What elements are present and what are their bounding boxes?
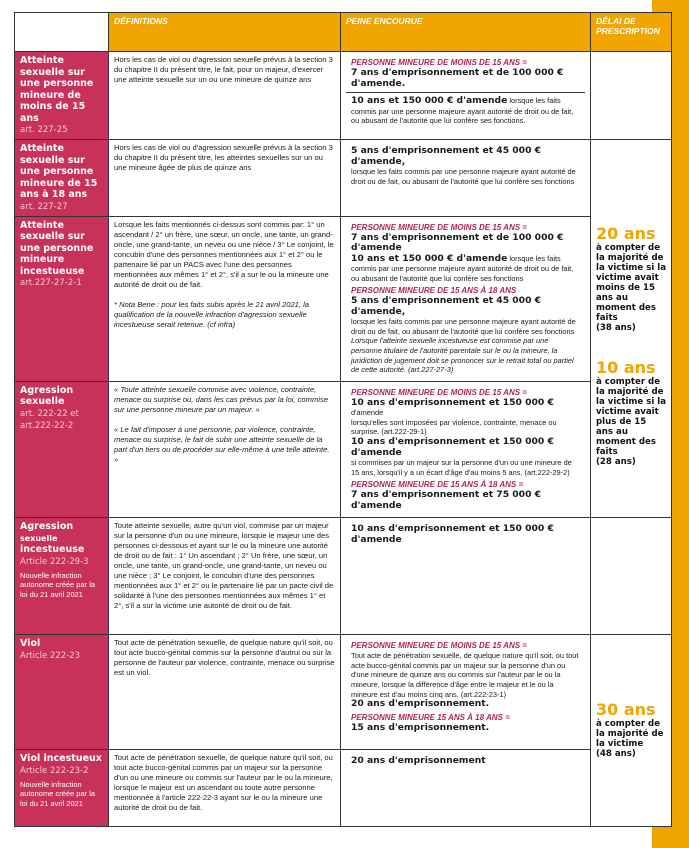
delai-cell <box>591 518 672 635</box>
prescription-years: 10 ans <box>596 358 656 377</box>
penalty: 10 ans d'emprisonnement et 150 000 € <box>351 396 554 408</box>
penalty: 20 ans d'emprisonnement. <box>351 698 490 710</box>
offence-title-line: Agression <box>20 521 74 533</box>
victim-category: PERSONNE MINEURE DE MOINS DE 15 ANS = <box>351 58 527 67</box>
prescription-total: (28 ans) <box>596 457 636 467</box>
offence-article: Article 222-29-3 <box>20 556 89 567</box>
penalty: 10 ans d'emprisonnement et 150 000 € d'amende <box>351 523 554 545</box>
offence-note: Nouvelle infraction autonome créée par la loi du 21 avril 2021 <box>20 779 96 808</box>
penalty-condition: lorsque les faits commis par une personne majeure ayant autorité de droit ou de fait, ou abusant de l'autorité que lui confère ses fonctions. <box>351 96 574 126</box>
peine-cell <box>341 518 591 635</box>
prescription-condition: à compter de la majorité de la victime <box>596 719 664 750</box>
offence-article: Article 222-23-2 <box>20 765 89 776</box>
definition-text: Lorsque les faits mentionnés ci-dessus sont commis par: 1° un ascendant / 2° un frère, une sœur, un oncle, une tante, un grand-oncle, une grand-tante, un neveu ou une nièce / 3° Le conjoint, le concubin d'une des personnes mentionnées aux 1° et 2° ou le partenaire lié par un PACS avec l'une des personnes mentionnées aux mêmes 1° et 2°, s'il a sur le ou la mineure une autorité de droit ou de fait. <box>114 219 334 289</box>
table-row <box>15 750 672 827</box>
offence-article: art. 227-25 <box>20 125 68 135</box>
peine-cell <box>341 140 591 217</box>
victim-category: PERSONNE MINEURE DE MOINS DE 15 ANS = <box>351 387 527 397</box>
orange-accent-strip <box>672 0 689 848</box>
row-header <box>15 635 109 750</box>
table-row <box>15 216 672 381</box>
offence-title: Atteinte sexuelle sur une personne mineure de 15 ans à 18 ans <box>20 143 98 200</box>
offence-title <box>20 521 103 556</box>
peine-cell <box>341 750 591 827</box>
penalty-condition: lorsque les faits commis par une personne majeure ayant autorité de droit ou de fait, ou abusant de l'autorité que lui confère ses fonctions <box>351 167 576 186</box>
penalty: 7 ans d'emprisonnement et de 100 000 € d'amende. <box>351 67 564 89</box>
row-header <box>15 518 109 635</box>
victim-category: PERSONNE MINEURE 15 ANS À 18 ANS = <box>351 712 510 722</box>
table-row <box>15 635 672 750</box>
penalty: 15 ans d'emprisonnement. <box>351 721 490 733</box>
prescription-years: 20 ans <box>596 224 656 243</box>
row-header <box>15 52 109 140</box>
delai-cell <box>591 140 672 518</box>
offence-title: Viol <box>20 638 41 650</box>
row-header <box>15 216 109 381</box>
penalty-condition: lorsque les faits commis par une personne majeure ayant autorité de droit ou de fait, ou abusant de l'autorité que lui confère ses fonctions <box>351 317 576 336</box>
penalty-condition: Tout acte de pénétration sexuelle, de quelque nature qu'il soit, ou tout acte bucco-génital commis par un majeur sur la personne d'un ou d'une mineure de quinze ans ou commis sur l'auteur par le ou la mineure, lorsque la différence d'âge entre le majeur et le ou la mineure est d'au moins cinq ans. (art.222-23-1) <box>351 651 579 699</box>
offence-title: Atteinte sexuelle sur une personne mineure incestueuse <box>20 219 94 277</box>
orange-accent-bottom <box>652 826 689 848</box>
peine-cell <box>341 635 591 750</box>
penalty: 10 ans et 150 000 € d'amende <box>351 252 508 264</box>
table-header-row <box>15 13 672 52</box>
definition-quote: « Le fait d'imposer à une personne, par violence, contrainte, menace ou surprise, le fait de subir une atteinte sexuelle de la part d'un tiers ou de procéder sur elle-même à une telle atteinte. » <box>114 424 330 464</box>
penalty: 10 ans et 150 000 € d'amende <box>351 95 508 106</box>
prescription-condition: à compter de la majorité de la victime si la victime avait plus de 15 ans au moment des faits <box>596 377 667 457</box>
definition-note: * Nota Bene : pour les faits subis après le 21 avril 2021, la qualification de la nouvelle infraction d'agression sexuelle incestueuse serait retenue. (cf infra) <box>114 299 310 329</box>
prescription-years: 30 ans <box>596 700 656 720</box>
definition-cell: Hors les cas de viol ou d'agression sexuelle prévus à la section 3 du chapitre II du présent titre, le fait, pour un majeur, d'exercer une atteinte sexuelle sur un ou une mineure de quinze ans <box>109 52 341 140</box>
row-header <box>15 140 109 217</box>
table-row <box>15 381 672 517</box>
prescription-total: (38 ans) <box>596 323 636 333</box>
header-empty-cell <box>15 13 109 52</box>
offence-title: Viol incestueux <box>20 753 102 765</box>
penalty-note: Lorsque l'atteinte sexuelle incestueuse est commise par une personne titulaire de l'autorité parentale sur le ou la mineure, la juridiction de jugement doit se prononcer sur le retrait total ou partiel de cette autorité. (art.227-27-3) <box>351 336 574 375</box>
delai-cell <box>591 52 672 140</box>
penalty: 5 ans d'emprisonnement et 45 000 € d'amende, <box>351 295 542 317</box>
header-peine: PEINE ENCOURUE <box>341 13 591 52</box>
offence-note: Nouvelle infraction autonome créée par la loi du 21 avril 2021 <box>20 570 96 599</box>
offence-article: art. 227-27 <box>20 201 68 212</box>
offence-article: Article 222-23 <box>20 650 81 661</box>
definition-cell: Hors les cas de viol ou d'agression sexuelle prévus à la section 3 du chapitre II du présent titre, les atteintes sexuelles sur un ou une mineure âgée de plus de quinze ans <box>109 140 341 217</box>
penalty: 20 ans d'emprisonnement <box>351 755 486 767</box>
penalty-tail: d'amende <box>351 408 384 418</box>
victim-category: PERSONNE MINEURE DE MOINS DE 15 ANS = <box>351 222 527 232</box>
victim-category: PERSONNE MINEURE DE MOINS DE 15 ANS = <box>351 641 527 651</box>
header-definitions: DÉFINITIONS <box>109 13 341 52</box>
row-header <box>15 750 109 827</box>
penalty: 7 ans d'emprisonnement et de 100 000 € d'amende <box>351 231 564 253</box>
penalty: 7 ans d'emprisonnement et 75 000 € d'amende <box>351 489 542 511</box>
definition-quote: « Toute atteinte sexuelle commise avec violence, contrainte, menace ou surprise ou, dans les cas prévus par la loi, commise sur une personne mineure par un majeur. » <box>114 384 328 414</box>
definition-cell: Toute atteinte sexuelle, autre qu'un viol, commise par un majeur sur la personne d'un ou une mineure, lorsque le majeur une des personnes ci-dessous et ayant sur le ou la mineure une autorité de droit ou de fait : 1° Un ascendant ; 2° Un frère, une sœur, un oncle, une tante, un grand-oncle, une grand-tante, un neveu ou une nièce ; 3° Le conjoint, le concubin d'une des personnes mentionnées aux 1° et 2° ou le partenaire lié par un pacte civil de solidarité à l'une des personnes mentionnées aux mêmes 1° et 2°, s'il a sur la victime une autorité de droit ou de fait. <box>109 518 341 635</box>
offence-title: Atteinte sexuelle sur une personne mineure de moins de 15 ans <box>20 55 94 124</box>
header-delai: DÉLAI DE PRESCRIPTION <box>591 13 672 52</box>
definition-cell <box>109 381 341 517</box>
peine-cell <box>341 381 591 517</box>
prescription-condition: à compter de la majorité de la victime si la victime avait moins de 15 ans au moment des faits <box>596 243 667 323</box>
penalty-condition: si commises par un majeur sur la personne d'un ou une mineure de 15 ans, lorsqu'il y a un écart d'âge d'au moins 5 ans. (art.222-29-2) <box>351 458 572 477</box>
penalty-condition: lorsqu'elles sont imposées par violence, contrainte, menace ou surprise. (art.222-29-1) <box>351 417 557 437</box>
offences-table <box>14 12 672 827</box>
definition-cell <box>109 216 341 381</box>
peine-cell <box>341 52 591 140</box>
table-row <box>15 140 672 217</box>
table-row <box>15 52 672 140</box>
victim-category: PERSONNE MINEURE DE 15 ANS À 18 ANS <box>351 286 517 296</box>
table-row <box>15 518 672 635</box>
victim-category: PERSONNE MINEURE DE 15 ANS À 18 ANS = <box>351 480 524 490</box>
offence-title: Agression sexuelle <box>20 384 74 408</box>
definition-cell: Tout acte de pénétration sexuelle, de quelque nature qu'il soit, ou tout acte bucco-génital commis par un majeur sur la personne d'un ou une mineure ou commis sur l'auteur par le ou la mineure, lorsque le majeur est un ascendant ou toute autre personne mentionnée à l'article 222-22-3 ayant sur le ou la mineure une autorité de droit ou de fait. <box>109 750 341 827</box>
row-header <box>15 381 109 517</box>
penalty: 10 ans d'emprisonnement et 150 000 € d'amende <box>351 436 554 458</box>
definition-cell: Tout acte de pénétration sexuelle, de quelque nature qu'il soit, ou tout acte bucco-génital commis sur la personne d'autrui ou sur la personne de l'auteur par violence, contrainte, menace ou surprise est un viol. <box>109 635 341 750</box>
peine-cell <box>341 216 591 381</box>
penalty-condition: lorsque les faits commis par une personne majeure ayant autorité de droit ou de fait, ou abusant de l'autorité que lui confère ses fonctions <box>351 253 574 283</box>
offence-article: art.227-27-2-1 <box>20 278 82 288</box>
penalty: 5 ans d'emprisonnement et 45 000 € d'amende, <box>351 145 542 167</box>
offence-title-line: sexuelle <box>20 533 58 543</box>
prescription-total: (48 ans) <box>596 749 636 760</box>
offence-title-line: incestueuse <box>20 544 85 556</box>
delai-cell <box>591 635 672 827</box>
offence-article: art. 222-22 et art.222-22-2 <box>20 408 79 431</box>
